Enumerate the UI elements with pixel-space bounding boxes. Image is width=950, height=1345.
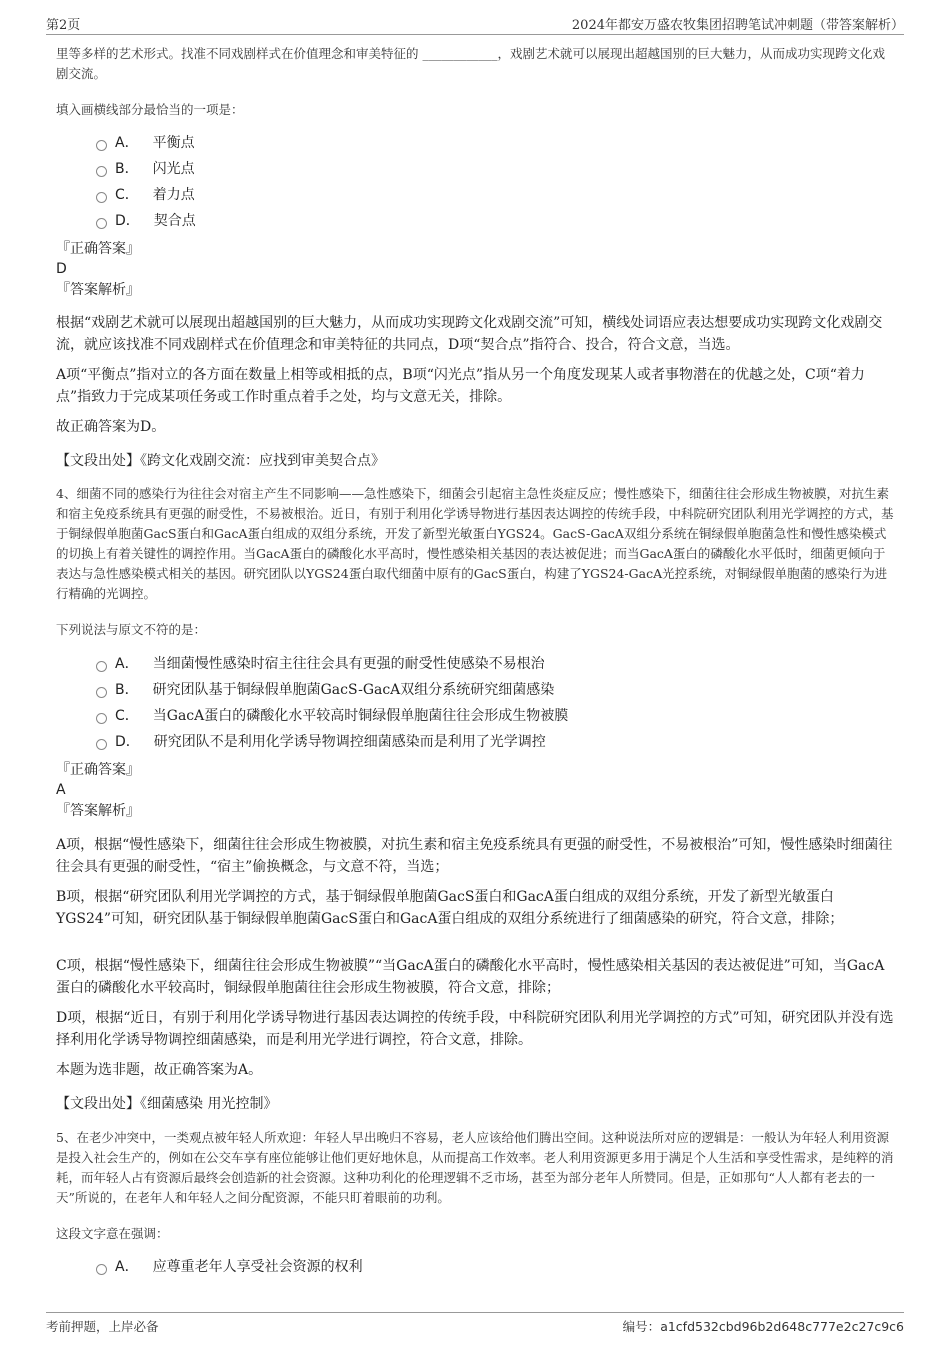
- q3-analysis-2: A项“平衡点”指对立的各方面在数量上相等或相抵的点，B项“闪光点”指从另一个角度发现某人或者事物潜在的优越之处，C项“着力点”指致力于完成某项任务或工作时重点着手之处，均与文意无关，排除。: [56, 367, 865, 405]
- q5-option-a[interactable]: A． 应尊重老年人享受社会资源的权利: [96, 1255, 363, 1279]
- radio-icon[interactable]: [96, 687, 107, 698]
- radio-icon[interactable]: [96, 192, 107, 203]
- q4-answer-label: 『正确答案』: [56, 762, 140, 778]
- q3-source: 【文段出处】《跨文化戏剧交流：应找到审美契合点》: [56, 453, 385, 469]
- q4-source: 【文段出处】《细菌感染 用光控制》: [56, 1096, 278, 1112]
- q4-option-b[interactable]: B． 研究团队基于铜绿假单胞菌GacS-GacA双组分系统研究细菌感染: [96, 678, 554, 702]
- q4-conclusion: 本题为选非题，故正确答案为A。: [56, 1062, 263, 1078]
- code-label: 编号：: [622, 1319, 661, 1334]
- radio-icon[interactable]: [96, 1264, 107, 1275]
- q4-analysis-c: C项，根据“慢性感染下，细菌往往会形成生物被膜”“当GacA蛋白的磷酸化水平高时，慢性感染相关基因的表达被促进”可知，当GacA蛋白的磷酸化水平较高时，铜绿假单胞菌往往会形成生物被膜，符合文意，排除；: [56, 958, 885, 996]
- q4-analysis-a: A项，根据“慢性感染下，细菌往往会形成生物被膜，对抗生素和宿主免疫系统具有更强的耐受性，不易被根治”可知，慢性感染时细菌往往会具有更强的耐受性，“宿主”偷换概念，与文意不符，当选；: [56, 837, 893, 875]
- radio-icon[interactable]: [96, 218, 107, 229]
- page-header: [46, 12, 904, 35]
- footer-slogan: 考前押题，上岸必备: [46, 1319, 159, 1334]
- radio-icon[interactable]: [96, 166, 107, 177]
- q3-stem: 里等多样的艺术形式。找准不同戏剧样式在价值理念和审美特征的 ____________，戏剧艺术就可以展现出超越国别的巨大魅力，从而成功实现跨文化戏剧交流。: [56, 46, 885, 81]
- q3-option-b[interactable]: B． 闪光点: [96, 157, 195, 181]
- q3-analysis-label: 『答案解析』: [56, 282, 140, 298]
- q5-stem: 5、在老少冲突中，一类观点被年轻人所欢迎：年轻人早出晚归不容易，老人应该给他们腾出空间。这种说法所对应的逻辑是：一般认为年轻人利用资源是投入社会生产的，例如在公交车享有座位能够让他们更好地休息，从而提高工作效率。老人利用资源更多用于满足个人生活和享受性需求，是纯粹的消耗，而年轻人占有资源后最终会创造新的社会资源。这种功利化的伦理逻辑不乏市场，甚至为部分老年人所赞同。但是，正如那句“人人都有老去的一天”所说的，在老年人和年轻人之间分配资源，不能只盯着眼前的功利。: [56, 1130, 894, 1205]
- q5-prompt: 这段文字意在强调：: [56, 1226, 169, 1241]
- q3-answer-label: 『正确答案』: [56, 241, 140, 257]
- page-number: 第2页: [46, 18, 81, 33]
- radio-icon[interactable]: [96, 739, 107, 750]
- q3-option-a[interactable]: A． 平衡点: [96, 131, 195, 155]
- q3-option-d[interactable]: D． 契合点: [96, 209, 196, 233]
- document-title: 2024年都安万盛农牧集团招聘笔试冲刺题（带答案解析）: [571, 18, 904, 33]
- document-code: [623, 1317, 904, 1335]
- q4-stem: 4、细菌不同的感染行为往往会对宿主产生不同影响——急性感染下，细菌会引起宿主急性炎症反应；慢性感染下，细菌往往会形成生物被膜，对抗生素和宿主免疫系统具有更强的耐受性，不易被根治。近日，有别于利用化学诱导物进行基因表达调控的传统手段，中科院研究团队利用光学调控的方式，基于铜绿假单胞菌GacS蛋白和GacA蛋白组成的双组分系统，开发了新型光敏蛋白YGS24。GacS-GacA双组分系统在铜绿假单胞菌急性和慢性感染模式的切换上有着关键性的调控作用。当GacA蛋白的磷酸化水平高时，慢性感染相关基因的表达被促进；而当GacA蛋白的磷酸化水平低时，细菌更倾向于表达与急性感染模式相关的基因。研究团队以YGS24蛋白取代细菌中原有的GacS蛋白，构建了YGS24-GacA光控系统，对铜绿假单胞菌的感染行为进行精确的光调控。: [56, 486, 894, 601]
- q4-option-d[interactable]: D． 研究团队不是利用化学诱导物调控细菌感染而是利用了光学调控: [96, 730, 546, 754]
- q4-option-a[interactable]: A． 当细菌慢性感染时宿主往往会具有更强的耐受性使感染不易根治: [96, 652, 545, 676]
- code-value: a1cfd532cbd96b2d648c777e2c27c9c6: [660, 1319, 904, 1334]
- radio-icon[interactable]: [96, 661, 107, 672]
- q4-analysis-label: 『答案解析』: [56, 803, 140, 819]
- q4-answer: A: [56, 782, 66, 798]
- q3-analysis-3: 故正确答案为D。: [56, 419, 166, 435]
- q4-analysis-d: D项，根据“近日，有别于利用化学诱导物进行基因表达调控的传统手段，中科院研究团队利用光学调控的方式”可知，研究团队并没有选择利用化学诱导物调控细菌感染，而是利用光学进行调控，符合文意，排除。: [56, 1010, 894, 1048]
- radio-icon[interactable]: [96, 713, 107, 724]
- q3-prompt: 填入画横线部分最恰当的一项是：: [56, 102, 244, 117]
- q3-option-c[interactable]: C． 着力点: [96, 183, 195, 207]
- q3-answer: D: [56, 261, 67, 277]
- radio-icon[interactable]: [96, 140, 107, 151]
- q3-analysis-1: 根据“戏剧艺术就可以展现出超越国别的巨大魅力，从而成功实现跨文化戏剧交流”可知，横线处词语应表达想要成功实现跨文化戏剧交流，就应该找准不同戏剧样式在价值理念和审美特征的共同点，D项“契合点”指符合、投合，符合文意，当选。: [56, 315, 883, 353]
- q4-option-c[interactable]: C． 当GacA蛋白的磷酸化水平较高时铜绿假单胞菌往往会形成生物被膜: [96, 704, 568, 728]
- q4-prompt: 下列说法与原文不符的是：: [56, 622, 207, 637]
- q4-analysis-b: B项，根据“研究团队利用光学调控的方式，基于铜绿假单胞菌GacS蛋白和GacA蛋白组成的双组分系统，开发了新型光敏蛋白YGS24”可知，研究团队基于铜绿假单胞菌GacS蛋白和GacA蛋白组成的双组分系统进行了细菌感染的研究，符合文意，排除；: [56, 889, 844, 927]
- page-footer: [46, 1312, 904, 1337]
